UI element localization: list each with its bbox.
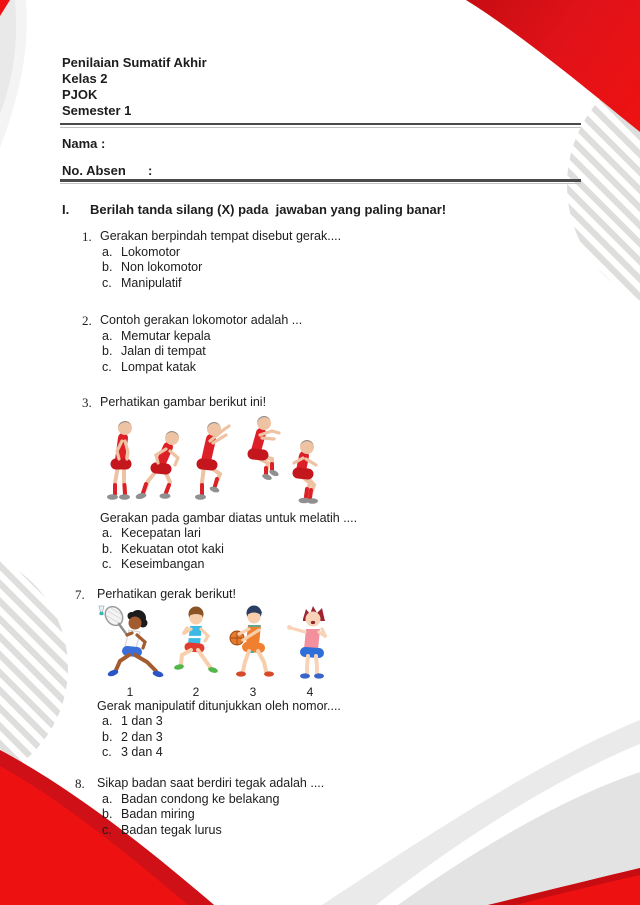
option-b [102,807,597,823]
option-letter: c. [102,822,112,837]
question-number: 7. [75,587,85,602]
option-a [102,245,597,261]
option-text: Badan miring [121,807,195,821]
jump-sequence-illustration [98,413,330,510]
figure-standing [283,603,337,699]
pose-airborne-tuck [253,416,280,481]
option-b [102,260,597,276]
figure-number: 2 [192,684,200,699]
option-text: Kecepatan lari [121,526,201,540]
option-letter: b. [102,344,113,358]
exam-header [62,55,207,119]
question-8 [62,776,597,838]
pose-leaning-run [135,429,181,500]
info-divider [60,179,581,184]
exam-subject: PJOK [62,87,98,102]
question-text: Gerakan berpindah tempat disebut gerak.... [100,229,342,243]
movement-figures-row [94,603,597,699]
option-letter: a. [102,714,113,728]
figure-number: 4 [306,684,314,699]
absen-colon: : [148,163,153,178]
question-2 [62,313,597,375]
section-instruction-text: Berilah tanda silang (X) pada jawaban yang paling banar! [90,202,447,217]
question-text: Perhatikan gerak berikut! [97,587,236,601]
student-absen-field [62,163,152,178]
option-letter: c. [102,745,112,759]
basketball-boy-illustration [226,603,280,685]
running-boy-illustration [169,603,223,685]
option-text: Kekuatan otot kaki [121,541,224,556]
caption-text: Gerak manipulatif ditunjukkan oleh nomor.... [97,698,341,713]
option-c [102,557,597,573]
option-b [102,542,597,558]
option-text: Badan tegak lurus [121,822,222,837]
section-numeral: I. [62,202,70,217]
question-number: 3. [82,395,92,410]
caption-text: Gerakan pada gambar diatas untuk melatih .... [100,510,358,525]
name-label: Nama : [62,136,106,151]
question-text: Sikap badan saat berdiri tegak adalah .... [97,776,325,790]
option-letter: a. [102,244,113,259]
exam-semester: Semester 1 [62,103,132,118]
option-letter: a. [102,328,113,343]
option-letter: a. [102,791,113,806]
option-text: Lokomotor [121,244,181,259]
figure-running [169,603,223,699]
exam-title: Penilaian Sumatif Akhir [62,55,207,70]
question-number: 8. [75,776,85,791]
question-number: 2. [82,313,92,328]
option-text: Memutar kepala [121,328,211,343]
question-caption [100,511,597,527]
question-number: 1. [82,229,92,244]
figure-number: 1 [126,684,134,699]
option-c [102,276,597,292]
option-text: Manipulatif [121,275,182,290]
header-divider [60,123,581,128]
option-text: Jalan di tempat [121,344,206,358]
option-a [102,714,597,730]
option-text: 3 dan 4 [121,745,163,759]
figure-number: 3 [249,684,257,699]
question-caption [97,699,597,715]
option-letter: a. [102,526,113,540]
absen-label: No. Absen [62,163,126,178]
option-text: Lompat katak [121,359,197,374]
option-c [102,745,597,761]
pose-takeoff [195,422,229,500]
option-a [102,792,597,808]
question-1 [62,229,597,291]
option-text: 1 dan 3 [121,714,163,728]
student-name-field [62,136,105,151]
option-letter: c. [102,275,112,290]
question-text: Contoh gerakan lokomotor adalah ... [100,313,303,327]
exam-class: Kelas 2 [62,71,108,86]
option-b [102,344,597,360]
option-text: Badan condong ke belakang [121,791,280,806]
option-a [102,526,597,542]
figure-badminton [94,603,166,699]
option-letter: b. [102,729,113,744]
option-letter: b. [102,260,113,274]
option-letter: c. [102,557,112,571]
jump-sequence-svg [98,413,330,510]
option-letter: c. [102,359,112,374]
option-c [102,360,597,376]
option-c [102,823,597,839]
option-letter: b. [102,541,113,556]
question-text: Perhatikan gambar berikut ini! [100,395,267,409]
section-instruction [62,202,446,217]
figure-basketball [226,603,280,699]
option-text: 2 dan 3 [121,729,163,744]
option-text: Non lokomotor [121,260,203,274]
question-3 [62,395,597,573]
option-b [102,730,597,746]
option-letter: b. [102,807,113,821]
option-a [102,329,597,345]
question-7 [62,587,597,761]
option-text: Keseimbangan [121,557,205,571]
badminton-player-illustration [94,603,166,685]
standing-boy-illustration [283,603,337,685]
pose-landing-squat [294,438,318,503]
pose-standing [107,421,132,500]
